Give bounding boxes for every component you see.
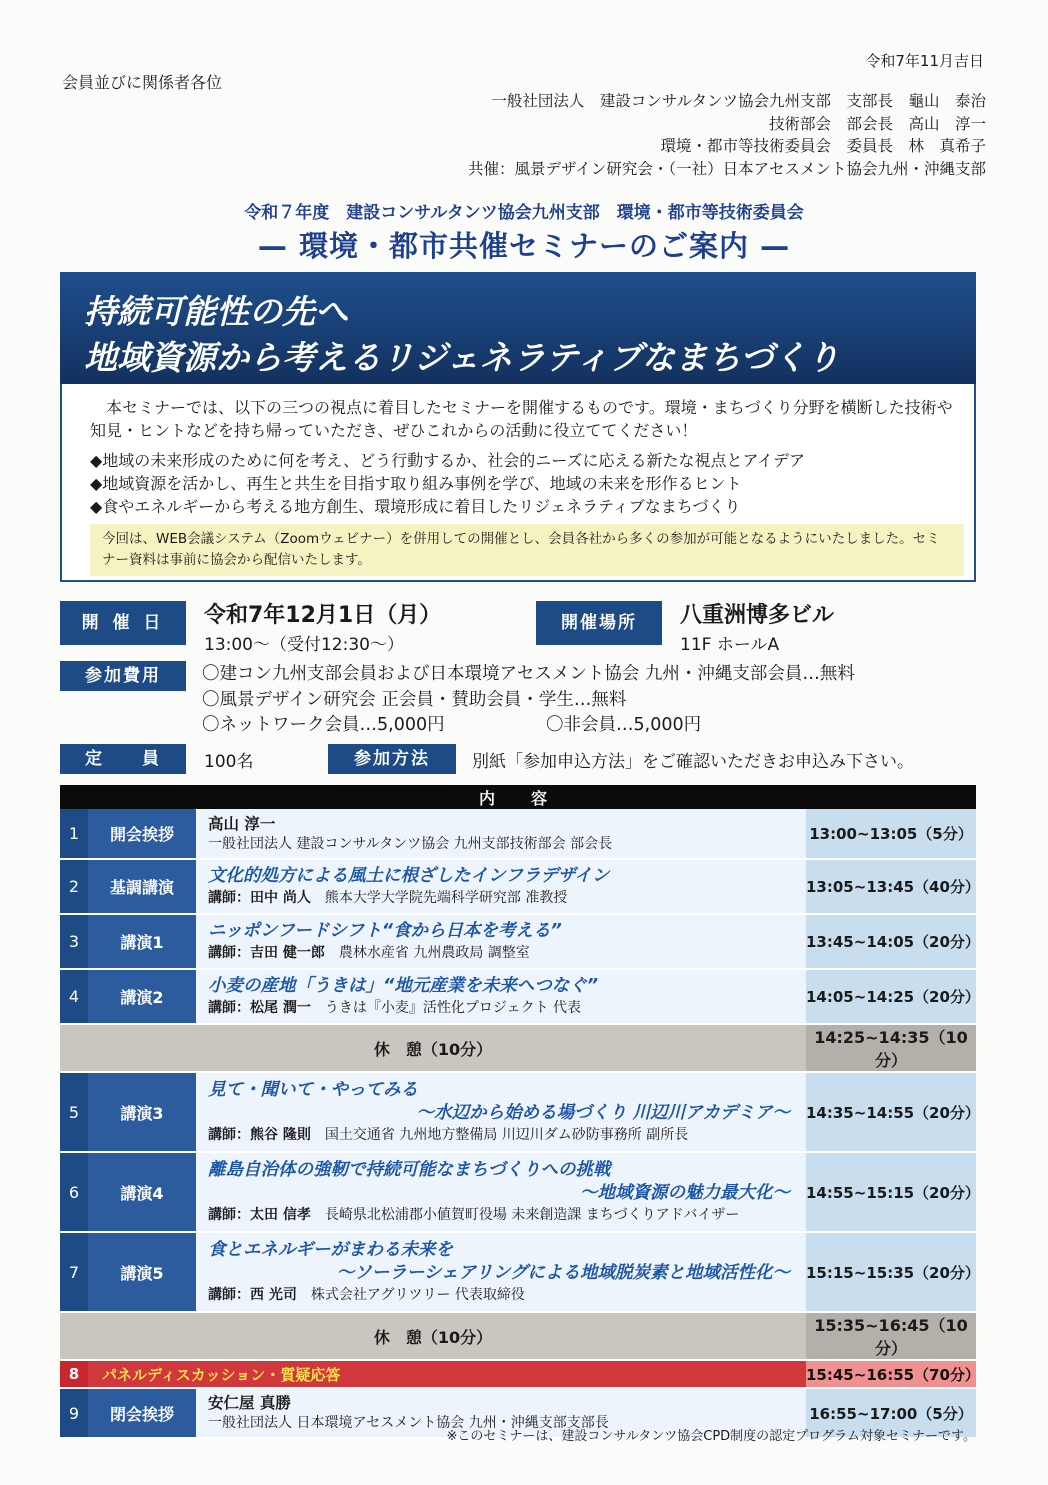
program-row <box>60 1152 976 1232</box>
row-time: 16:55~17:00（5分） <box>806 1388 976 1438</box>
speaker-line: 講師：西 光司 株式会社アグリツリー 代表取締役 <box>208 1287 525 1303</box>
row-body <box>196 1232 806 1312</box>
hero-line-1: 持続可能性の先へ <box>84 292 348 331</box>
row-label: 閉会挨拶 <box>88 1388 196 1438</box>
program-row <box>60 914 976 969</box>
row-time: 13:05~13:45（40分） <box>806 859 976 914</box>
date-label: 開 催 日 <box>60 601 186 645</box>
talk-subtitle: ～地域資源の魅力最大化～ <box>580 1183 790 1203</box>
hero-banner <box>60 272 976 384</box>
fee-label: 参加費用 <box>60 661 186 691</box>
speaker-line: 講師：熊谷 隆則 国土交通省 九州地方整備局 川辺川ダム砂防事務所 副所長 <box>208 1127 689 1143</box>
talk-title: ニッポンフードシフト“食から日本を考える” <box>208 921 562 941</box>
panel-label: パネルディスカッション・質疑応答 <box>88 1360 806 1388</box>
row-time: 15:45~16:55（70分） <box>806 1360 976 1388</box>
row-number: 8 <box>60 1360 88 1388</box>
speaker-name: 高山 淳一 <box>208 814 276 833</box>
row-time: 14:35~14:55（20分） <box>806 1072 976 1152</box>
talk-subtitle: ～ソーラーシェアリングによる地域脱炭素と地域活性化～ <box>336 1263 790 1283</box>
row-number: 7 <box>60 1232 88 1312</box>
intro-text: 本セミナーでは、以下の三つの視点に着目したセミナーを開催するものです。環境・まちづくり分野を横断した技術や知見・ヒントなどを持ち帰っていただき、ぜひこれからの活動に役立ててください！ <box>90 398 953 440</box>
issue-date: 令和7年11月吉日 <box>865 52 984 70</box>
organizer-line: 技術部会 部会長 高山 淳一 <box>768 114 986 133</box>
row-body <box>196 969 806 1024</box>
row-label: 講演3 <box>88 1072 196 1152</box>
capacity-label: 定 員 <box>60 744 186 774</box>
seminar-subtitle: 令和７年度 建設コンサルタンツ協会九州支部 環境・都市等技術委員会 <box>244 203 804 223</box>
program-row <box>60 1072 976 1152</box>
panel-row <box>60 1360 976 1388</box>
program-header-row <box>60 785 976 809</box>
venue-label: 開催場所 <box>536 601 662 645</box>
organizer-block <box>468 90 986 180</box>
seminar-title: — 環境・都市共催セミナーのご案内 — <box>257 229 791 263</box>
speaker-line: 講師：太田 信孝 長崎県北松浦郡小値賀町役場 未来創造課 まちづくりアドバイザー <box>208 1207 740 1223</box>
row-label: 講演4 <box>88 1152 196 1232</box>
cpd-footnote: ※このセミナーは、建設コンサルタンツ協会CPD制度の認定プログラム対象セミナーです。 <box>446 1429 976 1444</box>
break-row <box>60 1312 976 1360</box>
intro-bullet: ◆食やエネルギーから考える地方創生、環境形成に着目したリジェネラティブなまちづくり <box>90 497 741 516</box>
program-header: 内 容 <box>60 785 976 809</box>
organizer-line: 一般社団法人 建設コンサルタンツ協会九州支部 支部長 龜山 泰治 <box>491 92 986 110</box>
hero-line-2: 地域資源から考えるリジェネラティブなまちづくり <box>84 338 840 377</box>
talk-title: 離島自治体の強靭で持続可能なまちづくりへの挑戦 <box>208 1160 611 1180</box>
row-time: 13:45~14:05（20分） <box>806 914 976 969</box>
row-body <box>196 1152 806 1232</box>
speaker-name: 安仁屋 真勝 <box>208 1394 291 1412</box>
fee-line: 〇風景デザイン研究会 正会員・賛助会員・学生…無料 <box>202 690 627 710</box>
talk-title: 見て・聞いて・やってみる <box>208 1080 418 1100</box>
program-row <box>60 969 976 1024</box>
event-date: 令和7年12月1日（月） <box>204 603 442 628</box>
row-number: 4 <box>60 969 88 1024</box>
talk-title: 文化的処方による風土に根ざしたインフラデザイン <box>208 866 610 886</box>
row-number: 1 <box>60 809 88 859</box>
method-value: 別紙「参加申込方法」をご確認いただきお申込み下さい。 <box>472 752 914 772</box>
program-row <box>60 1232 976 1312</box>
row-time: 14:55~15:15（20分） <box>806 1152 976 1232</box>
talk-title: 小麦の産地「うきは」“地元産業を未来へつなぐ” <box>208 976 599 996</box>
speaker-line: 講師：松尾 潤一 うきは『小麦』活性化プロジェクト 代表 <box>208 1000 582 1016</box>
row-body <box>196 859 806 914</box>
row-time: 13:00~13:05（5分） <box>806 809 976 859</box>
row-body <box>196 1072 806 1152</box>
row-number: 6 <box>60 1152 88 1232</box>
intro-box <box>60 384 976 582</box>
row-body <box>196 914 806 969</box>
organizer-line: 環境・都市等技術委員会 委員長 林 真希子 <box>660 137 986 155</box>
break-label: 休 憩（10分） <box>60 1024 806 1072</box>
row-time: 14:05~14:25（20分） <box>806 969 976 1024</box>
row-label: 講演2 <box>88 969 196 1024</box>
speaker-affiliation: 一般社団法人 建設コンサルタンツ協会 九州支部技術部会 部会長 <box>208 835 613 852</box>
row-time: 14:25~14:35（10分） <box>806 1024 976 1072</box>
row-number: 5 <box>60 1072 88 1152</box>
capacity-value: 100名 <box>204 752 254 772</box>
break-row <box>60 1024 976 1072</box>
venue-room: 11F ホールA <box>680 635 780 655</box>
speaker-line: 講師：田中 尚人 熊本大学大学院先端科学研究部 准教授 <box>208 890 568 906</box>
program-table <box>60 785 980 1439</box>
break-label: 休 憩（10分） <box>60 1312 806 1360</box>
row-label: 基調講演 <box>88 859 196 914</box>
row-number: 2 <box>60 859 88 914</box>
talk-subtitle: ～水辺から始める場づくり 川辺川アカデミア～ <box>416 1103 790 1123</box>
event-time: 13:00～（受付12:30～） <box>204 635 404 655</box>
speaker-affiliation: 一般社団法人 日本環境アセスメント協会 九州・沖縄支部支部長 <box>208 1415 609 1431</box>
row-number: 9 <box>60 1388 88 1438</box>
method-label: 参加方法 <box>328 744 456 774</box>
row-number: 3 <box>60 914 88 969</box>
speaker-line: 講師：吉田 健一郎 農林水産省 九州農政局 調整室 <box>208 945 530 961</box>
addressee: 会員並びに関係者各位 <box>62 73 223 92</box>
venue-name: 八重洲博多ビル <box>680 603 835 628</box>
intro-bullet: ◆地域資源を活かし、再生と共生を目指す取り組み事例を学び、地域の未来を形作るヒント <box>90 474 742 493</box>
fee-line: 〇非会員…5,000円 <box>546 715 702 735</box>
fee-line: 〇建コン九州支部会員および日本環境アセスメント協会 九州・沖縄支部会員…無料 <box>202 664 855 684</box>
talk-title: 食とエネルギーがまわる未来を <box>208 1240 453 1260</box>
row-body <box>196 809 806 859</box>
program-row <box>60 809 976 859</box>
row-label: 講演5 <box>88 1232 196 1312</box>
intro-bullet: ◆地域の未来形成のために何を考え、どう行動するか、社会的ニーズに応える新たな視点とアイデア <box>90 451 806 470</box>
co-host-line: 共催：風景デザイン研究会・（一社）日本アセスメント協会九州・沖縄支部 <box>467 159 986 178</box>
row-label: 講演1 <box>88 914 196 969</box>
row-time: 15:35~16:45（10分） <box>806 1312 976 1360</box>
fee-line: 〇ネットワーク会員…5,000円 <box>202 715 445 735</box>
row-label: 開会挨拶 <box>88 809 196 859</box>
program-row <box>60 859 976 914</box>
row-time: 15:15~15:35（20分） <box>806 1232 976 1312</box>
webinar-note: 今回は、WEB会議システム（Zoomウェビナー）を併用しての開催とし、会員各社から多くの参加が可能となるようにいたしました。セミナー資料は事前に協会から配信いたします。 <box>90 524 964 576</box>
